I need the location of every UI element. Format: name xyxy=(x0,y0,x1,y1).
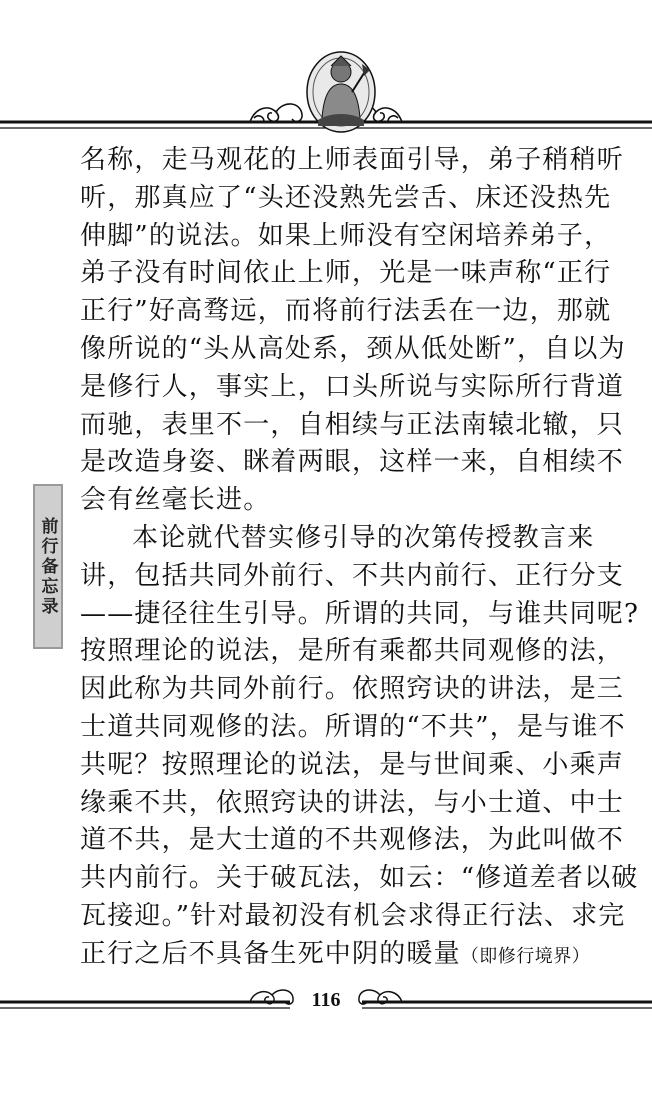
text-line: 名称，走马观花的上师表面引导，弟子稍稍听 xyxy=(80,145,625,175)
cloud-scroll-left-icon xyxy=(250,104,302,122)
text-line: 会有丝毫长进。 xyxy=(80,485,271,516)
text-line: 像所说的“头从高处系，颈从低处断”，自以为 xyxy=(80,333,626,364)
deity-medallion-icon xyxy=(307,52,375,132)
text-line: 听，那真应了“头还没熟先尝舌、床还没热先 xyxy=(80,182,612,213)
text-line: 士道共同观修的法。所谓的“不共”，是与谁不 xyxy=(80,711,626,742)
text-line: 因此称为共同外前行。依照窍诀的讲法，是三 xyxy=(80,674,625,705)
text-line: ——捷径往生引导。所谓的共同，与谁共同呢? xyxy=(80,598,640,629)
page-number: 116 xyxy=(311,989,341,1011)
last-text-line xyxy=(80,936,610,974)
page-header xyxy=(0,0,652,140)
header-ornament xyxy=(0,0,652,140)
text-line: 是修行人，事实上，口头所说与实际所行背道 xyxy=(80,371,625,402)
text-line: 正行”好高骛远，而将前行法丢在一边，那就 xyxy=(80,296,612,327)
side-tab-label: 前行备忘录 xyxy=(37,516,58,617)
text-line: 共内前行。关于破瓦法，如云：“修道差者以破 xyxy=(80,863,639,894)
text-line: 讲，包括共同外前行、不共内前行、正行分支 xyxy=(80,560,625,591)
text-line: 是改造身姿、眯着两眼，这样一来，自相续不 xyxy=(80,447,625,478)
text-line: 按照理论的说法，是所有乘都共同观修的法， xyxy=(80,636,625,667)
text-line: 伸脚”的说法。如果上师没有空闲培养弟子， xyxy=(80,220,612,251)
last-line-text: 正行之后不具备生死中阴的暖量 xyxy=(80,938,461,969)
body-text xyxy=(80,142,640,974)
text-line: 而驰，表里不一，自相续与正法南辕北辙，只 xyxy=(80,409,625,440)
side-tab xyxy=(33,484,63,649)
bracket-note: （即修行境界） xyxy=(460,945,591,967)
text-line: 瓦接迎。”针对最初没有机会求得正行法、求完 xyxy=(80,900,626,931)
text-line: 弟子没有时间依止上师，光是一味声称“正行 xyxy=(80,258,612,289)
paragraph-start-line: 本论就代替实修引导的次第传授教言来 xyxy=(132,522,595,553)
text-line: 缘乘不共，依照窍诀的讲法，与小士道、中士 xyxy=(80,787,625,818)
text-line: 共呢？按照理论的说法，是与世间乘、小乘声 xyxy=(80,749,625,780)
text-line: 道不共，是大士道的不共观修法，为此叫做不 xyxy=(80,825,625,856)
